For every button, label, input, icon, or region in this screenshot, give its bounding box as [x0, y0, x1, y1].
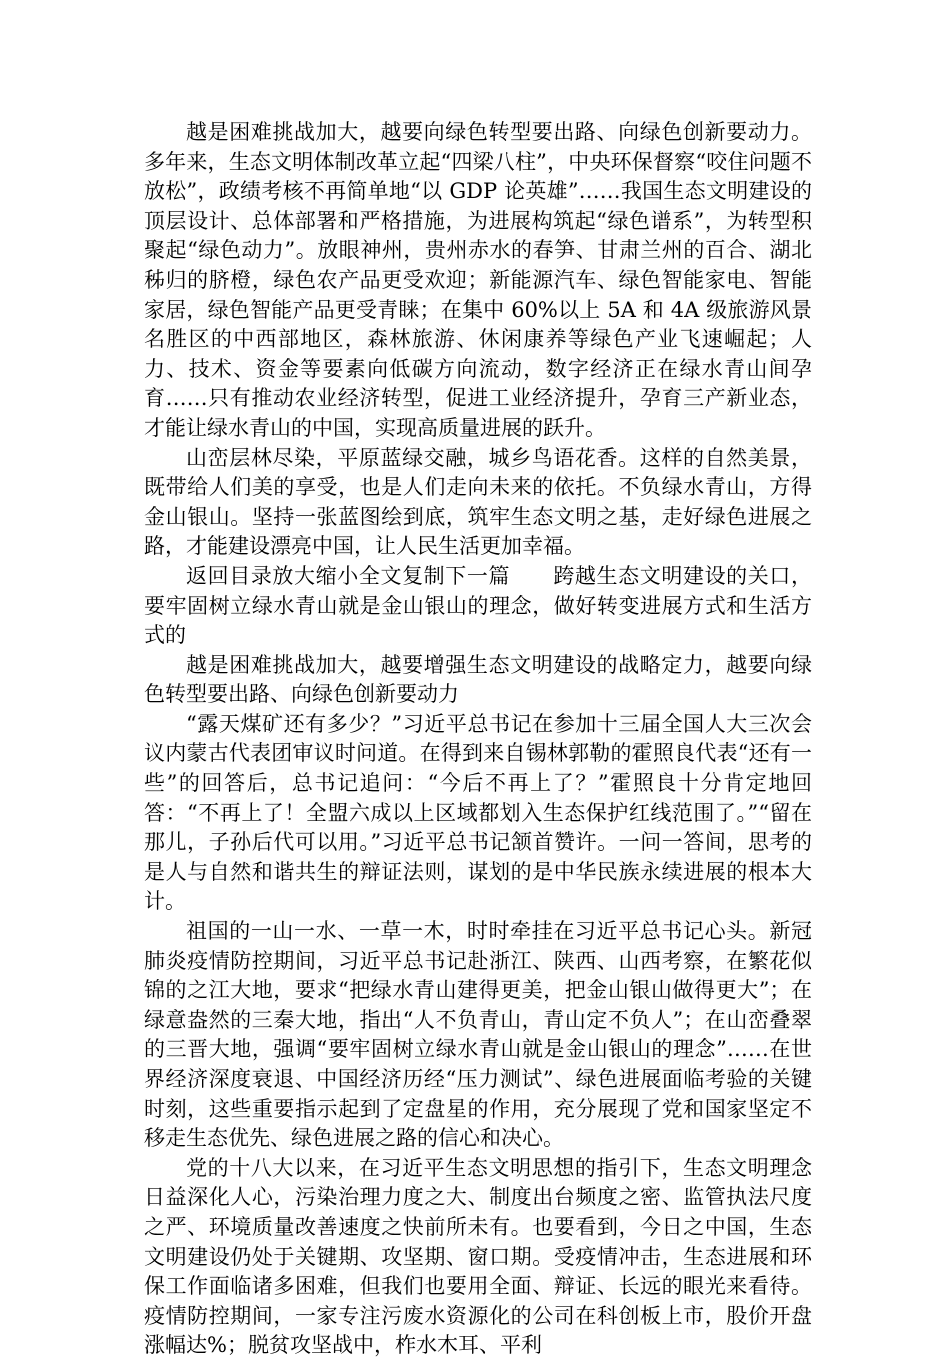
paragraph-mountains-waters: 祖国的一山一水、一草一木，时时牵挂在习近平总书记心头。新冠肺炎疫情防控期间，习近平总书记赴浙江、陕西、山西考察，在繁花似锦的之江大地，要求“把绿水青山建得更美，把金山银山做得更大”；在绿意盎然的三秦大地，指出“人不负青山，青山定不负人”；在山峦叠翠的三晋大地，强调“要牢固树立绿水青山就是金山银山的理念”……在世界经济深度衰退、中国经济历经“压力测试”、绿色进展面临考验的关键时刻，这些重要指示起到了定盘星的作用，充分展现了党和国家坚定不移走生态优先、绿色进展之路的信心和决心。 [144, 919, 812, 1151]
paragraph-mountains-forests: 山峦层林尽染，平原蓝绿交融，城乡鸟语花香。这样的自然美景，既带给人们美的享受，也是人们走向未来的依托。不负绿水青山，方得金山银山。坚持一张蓝图绘到底，筑牢生态文明之基，走好绿色进展之路，才能建设漂亮中国，让人民生活更加幸福。 [144, 445, 812, 559]
paragraph-open-pit-mines: “露天煤矿还有多少？”习近平总书记在参加十三届全国人大三次会议内蒙古代表团审议时问道。在得到来自锡林郭勒的霍照良代表“还有一些”的回答后，总书记追问：“今后不再上了？”霍照良十分肯定地回答：“不再上了！全盟六成以上区域都划入生态保护红线范围了。”“留在那儿，子孙后代可以用。”习近平总书记颔首赞许。一问一答间，思考的是人与自然和谐共生的辩证法则，谋划的是中华民族永续进展的根本大计。 [144, 711, 812, 914]
document-body [144, 118, 812, 1361]
paragraph-navigation-links: 返回目录放大缩小全文复制下一篇 跨越生态文明建设的关口，要牢固树立绿水青山就是金山银山的理念，做好转变进展方式和生活方式的 [144, 563, 812, 648]
paragraph-eighteenth-congress: 党的十八大以来，在习近平生态文明思想的指引下，生态文明理念日益深化人心，污染治理力度之大、制度出台频度之密、监管执法尺度之严、环境质量改善速度之快前所未有。也要看到，今日之中国，生态文明建设仍处于关键期、攻坚期、窗口期。受疫情冲击，生态进展和环保工作面临诸多困难，但我们也要用全面、辩证、长远的眼光来看待。疫情防控期间，一家专注污废水资源化的公司在科创板上市，股价开盘涨幅达%；脱贫攻坚战中，柞水木耳、平利 [144, 1155, 812, 1358]
paragraph-green-transformation: 越是困难挑战加大，越要向绿色转型要出路、向绿色创新要动力。多年来，生态文明体制改革立起“四梁八柱”，中央环保督察“咬住问题不放松”，政绩考核不再简单地“以 GDP 论英雄”……我国生态文明建设的顶层设计、总体部署和严格措施，为进展构筑起“绿色谱系”，为转型积聚起“绿色动力”。放眼神州，贵州赤水的春笋、甘肃兰州的百合、湖北秭归的脐橙，绿色农产品更受欢迎；新能源汽车、绿色智能家电、智能家居，绿色智能产品更受青睐；在集中 60%以上 5A 和 4A 级旅游风景名胜区的中西部地区，森林旅游、休闲康养等绿色产业飞速崛起；人力、技术、资金等要素向低碳方向流动，数字经济正在绿水青山间孕育……只有推动农业经济转型，促进工业经济提升，孕育三产新业态，才能让绿水青山的中国，实现高质量进展的跃升。 [144, 120, 812, 440]
paragraph-strategic-focus: 越是困难挑战加大，越要增强生态文明建设的战略定力，越要向绿色转型要出路、向绿色创新要动力 [144, 652, 812, 707]
